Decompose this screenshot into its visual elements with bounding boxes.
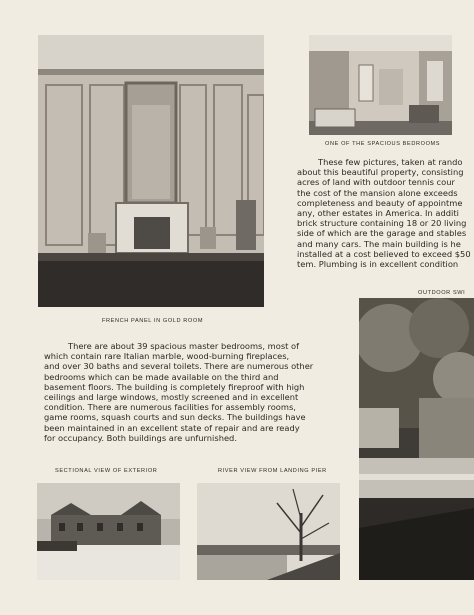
river-photo bbox=[197, 483, 340, 580]
intro-line-7: brick structure containing 18 or 20 living bbox=[297, 218, 467, 229]
intro-line-9: and many cars. The main building is he bbox=[297, 238, 461, 249]
exterior-photo bbox=[37, 483, 180, 580]
main-line-8: game rooms, squash courts and sun decks. The buildings have bbox=[44, 412, 306, 423]
main-paragraph bbox=[44, 341, 358, 443]
main-line-6: ceilings and large windows, mostly screened and in excellent bbox=[44, 392, 299, 403]
main-line-4: bedrooms which can be made available on the third and bbox=[44, 371, 279, 382]
main-line-9: been maintained in an excellent state of repair and are ready bbox=[44, 422, 300, 433]
intro-line-4: the cost of the mansion alone exceeds bbox=[297, 187, 458, 198]
french-panel-caption: FRENCH PANEL IN GOLD ROOM bbox=[102, 318, 204, 324]
outdoor-pool-photo bbox=[359, 298, 474, 580]
intro-line-5: completeness and beauty of appointme bbox=[297, 197, 463, 208]
french-panel-photo bbox=[38, 35, 264, 307]
intro-line-3: acres of land with outdoor tennis cour bbox=[297, 177, 455, 188]
outdoor-caption: OUTDOOR SWI bbox=[418, 290, 466, 296]
intro-line-2: about this beautiful property, consisting bbox=[297, 167, 464, 178]
intro-paragraph bbox=[297, 157, 474, 275]
sectional-caption: SECTIONAL VIEW OF EXTERIOR bbox=[55, 468, 158, 474]
intro-line-6: any, other estates in America. In additi bbox=[297, 208, 459, 219]
main-line-1: There are about 39 spacious master bedrooms, most of bbox=[68, 341, 300, 351]
bedroom-photo bbox=[309, 35, 452, 135]
bedroom-caption: ONE OF THE SPACIOUS BEDROOMS bbox=[325, 141, 441, 147]
intro-line-11: tem. Plumbing is in excellent condition bbox=[297, 259, 459, 270]
main-line-5: basement floors. The building is completely fireproof with high bbox=[44, 381, 305, 392]
intro-line-10: installed at a cost believed to exceed $50 bbox=[297, 248, 471, 259]
main-line-10: for occupancy. Both buildings are unfurnished. bbox=[44, 432, 237, 443]
river-caption: RIVER VIEW FROM LANDING PIER bbox=[218, 468, 327, 474]
main-line-3: and over 30 baths and several toilets. There are numerous other bbox=[44, 361, 314, 372]
main-line-7: condition. There are numerous facilities for assembly rooms, bbox=[44, 402, 296, 413]
main-line-2: which contain rare Italian marble, wood-burning fireplaces, bbox=[44, 351, 290, 362]
intro-line-8: side of which are the garage and stables bbox=[297, 228, 467, 239]
intro-line-1: These few pictures, taken at rando bbox=[318, 157, 463, 167]
